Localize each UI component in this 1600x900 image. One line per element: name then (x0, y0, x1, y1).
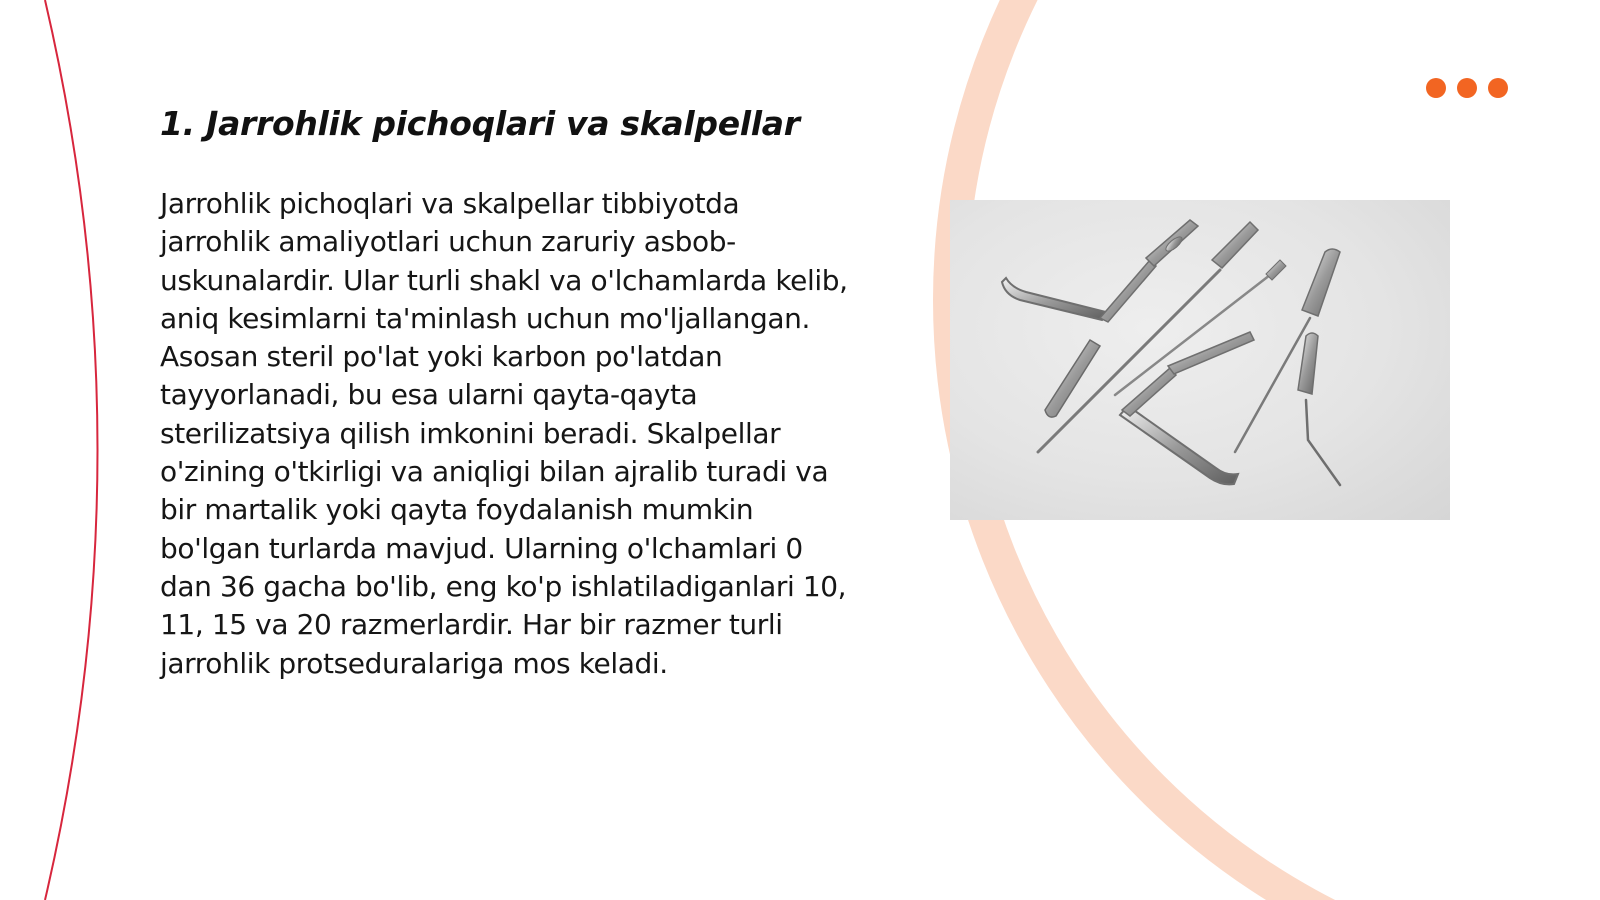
left-accent-line (45, 0, 98, 900)
more-dots-icon (1426, 78, 1508, 98)
dot-3 (1488, 78, 1508, 98)
surgical-instruments-photo (950, 200, 1450, 520)
dot-2 (1457, 78, 1477, 98)
instruments-illustration (950, 200, 1450, 520)
probe-instruments (1038, 222, 1340, 452)
retractor-instrument-2 (1120, 332, 1254, 484)
angled-probe (1298, 333, 1340, 485)
slide-title: 1. Jarrohlik pichoqlari va skalpellar (160, 104, 800, 143)
scalpel-handle (1045, 340, 1100, 417)
slide-body-text: Jarrohlik pichoqlari va skalpellar tibbiyotda jarrohlik amaliyotlari uchun zaruriy asbob-uskunalardir. Ular turli shakl va o'lchamlarda kelib, aniq kesimlarni ta'minlash uchun mo'ljallangan. Asosan steril po'lat yoki karbon po'latdan tayyorlanadi, bu esa ularni qayta-qayta sterilizatsiya qilish imkonini beradi. Skalpellar o'zining o'tkirligi va aniqligi bilan ajralib turadi va bir martalik yoki qayta foydalanish mumkin bo'lgan turlarda mavjud. Ularning o'lchamlari 0 dan 36 gacha bo'lib, eng ko'p ishlatiladiganlari 10, 11, 15 va 20 razmerlardir. Har bir razmer turli jarrohlik protseduralariga mos keladi. (160, 187, 848, 680)
retractor-instrument-1 (1002, 220, 1198, 322)
dot-1 (1426, 78, 1446, 98)
